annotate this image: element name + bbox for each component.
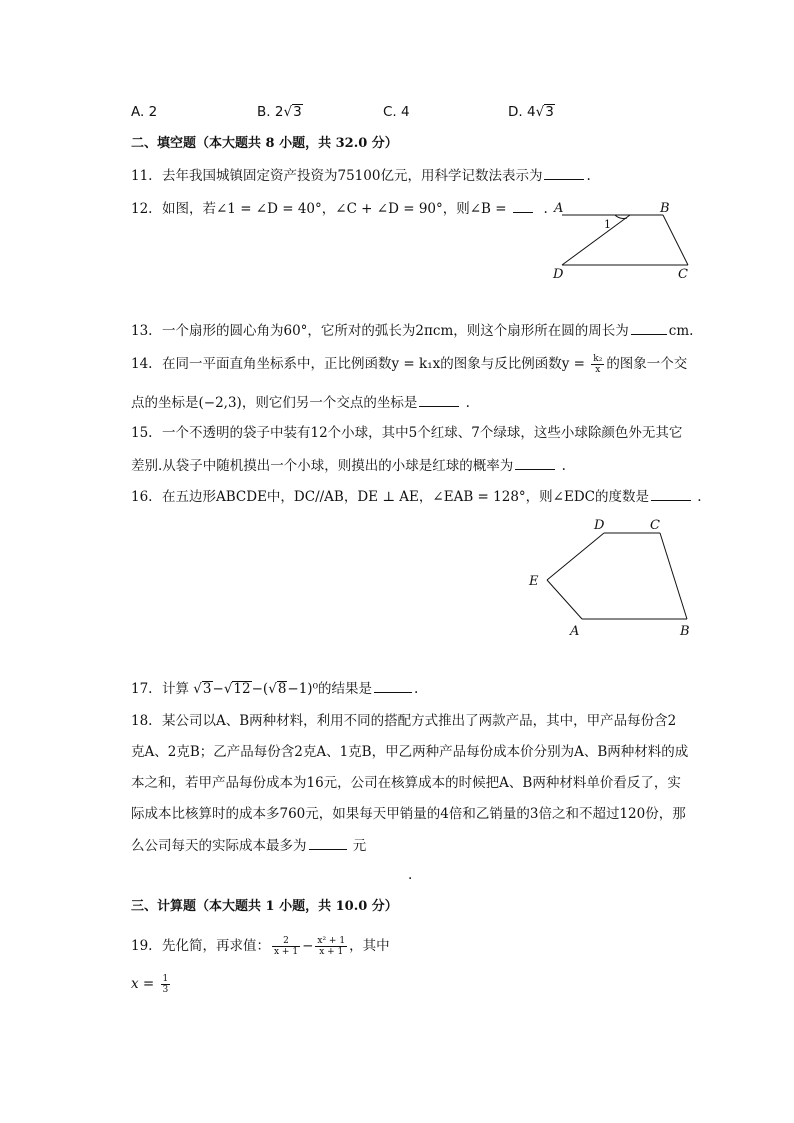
- question-18: 18. 某公司以A、B两种材料，利用不同的搭配方式推出了两款产品，其中，甲产品每份含2: [131, 713, 677, 729]
- answer-blank[interactable]: [374, 679, 412, 693]
- option-d: D. 4√3: [508, 104, 554, 120]
- question-13: 13. 一个扇形的圆心角为60°，它所对的弧长为2πcm，则这个扇形所在圆的周长为 cm.: [131, 323, 694, 339]
- figure-pentagon-q16: [520, 515, 700, 645]
- answer-blank[interactable]: [515, 456, 555, 470]
- fraction: $\frac{\text{k₂}}{x}$: [593, 354, 603, 375]
- question-16: 16. 在五边形ABCDE中，DC//AB，DE ⊥ AE，∠EAB = 128°，则∠EDC的度数是 .: [131, 489, 702, 505]
- answer-blank[interactable]: [544, 166, 584, 180]
- question-18-line4: 际成本比核算时的成本多760元，如果每天甲销量的4倍和乙销量的3倍之和不超过120份，那: [131, 806, 686, 822]
- question-17: 17. 计算 √3−√12−(√8−1)⁰的结果是 .: [131, 681, 419, 697]
- question-18-line2: 克A、2克B；乙产品每份含2克A、1克B，甲乙两种产品每份成本价分别为A、B两种材料的成: [131, 744, 689, 760]
- label-angle-1: 1: [604, 218, 611, 231]
- answer-blank[interactable]: [309, 836, 347, 850]
- fraction: $\frac{2}{x + 1}$: [274, 936, 299, 957]
- answer-blank[interactable]: [419, 393, 459, 407]
- fraction: $\frac{\text{x² + 1}}{x + 1}$: [317, 936, 346, 957]
- option-b: B. 2√3: [257, 104, 302, 120]
- answer-blank[interactable]: [651, 487, 691, 501]
- option-c: C. 4: [383, 104, 410, 120]
- question-19-condition: x = $\frac{1}{3}$: [131, 974, 169, 995]
- question-18-line5: 么公司每天的实际成本最多为 元: [131, 838, 367, 854]
- option-a: A. 2: [131, 104, 158, 120]
- question-19: 19. 先化简，再求值： $\frac{2}{x + 1}$ − $\frac{\text{x² + 1}}{x + 1}$ ，其中: [131, 936, 390, 957]
- question-15: 15. 一个不透明的袋子中装有12个小球，其中5个红球、7个绿球，这些小球除颜色外无其它: [131, 425, 683, 441]
- section-calc-title: 三、计算题（本大题共 1 小题，共 10.0 分）: [131, 899, 398, 914]
- question-12: 12. 如图，若∠1 = ∠D = 40°，∠C + ∠D = 90°，则∠B = .: [131, 201, 548, 217]
- question-14-line2: 点的坐标是(−2,3)，则它们另一个交点的坐标是 .: [131, 395, 470, 411]
- label-B: B: [660, 201, 670, 216]
- label-E: E: [529, 574, 539, 589]
- section-fill-in-title: 二、填空题（本大题共 8 小题，共 32.0 分）: [131, 136, 398, 151]
- label-C: C: [650, 518, 660, 533]
- question-14: 14. 在同一平面直角坐标系中，正比例函数y = k₁x的图象与反比例函数y = $\frac{\text{k₂}}{x}$ 的图象一个交: [131, 354, 688, 375]
- fraction: $\frac{1}{3}$: [162, 974, 169, 995]
- answer-blank[interactable]: [513, 199, 533, 213]
- label-A: A: [570, 624, 580, 639]
- label-C: C: [678, 267, 688, 282]
- question-15-line2: 差别.从袋子中随机摸出一个小球，则摸出的小球是红球的概率为 .: [131, 458, 566, 474]
- figure-trapezoid-q12: [550, 198, 700, 283]
- question-18-line3: 本之和，若甲产品每份成本为16元，公司在核算成本的时候把A、B两种材料单价看反了，实: [131, 775, 681, 791]
- stray-dot: .: [408, 867, 413, 883]
- label-B: B: [680, 624, 690, 639]
- question-11: 11. 去年我国城镇固定资产投资为75100亿元，用科学记数法表示为 .: [131, 168, 591, 184]
- label-A: A: [554, 201, 564, 216]
- label-D: D: [553, 267, 564, 282]
- answer-blank[interactable]: [631, 321, 667, 335]
- label-D: D: [594, 518, 605, 533]
